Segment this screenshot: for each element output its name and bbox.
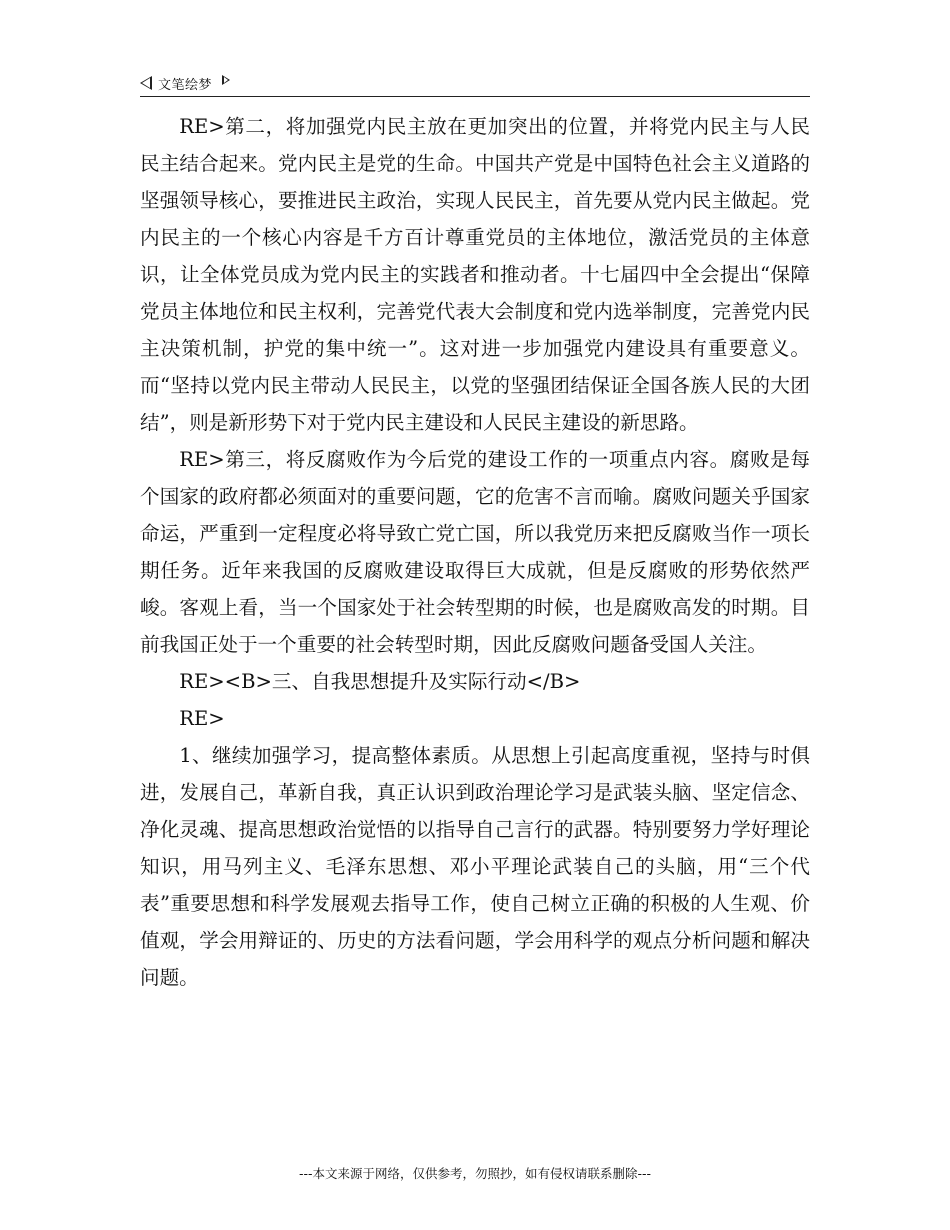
paragraph-second-point: RE>第二，将加强党内民主放在更加突出的位置，并将党内民主与人民民主结合起来。党内民主是党的生命。中国共产党是中国特色社会主义道路的坚强领导核心，要推进民主政治，实现人民民主，首先要从党内民主做起。党内民主的一个核心内容是千方百计尊重党员的主体地位，激活党员的主体意识，让全体党员成为党内民主的实践者和推动者。十七届四中全会提出“保障党员主体地位和民主权利，完善党代表大会制度和党内选举制度，完善党内民主决策机制，护党的集中统一”。这对进一步加强党内建设具有重要意义。而“坚持以党内民主带动人民民主，以党的坚强团结保证全国各族人民的大团结”，则是新形势下对于党内民主建设和人民民主建设的新思路。: [140, 115, 810, 434]
page-header: [140, 70, 810, 97]
left-triangle-icon: [140, 76, 152, 90]
right-triangle-icon: [222, 75, 230, 85]
paragraph-marker: RE>: [179, 707, 225, 730]
paragraph-third-point: RE>第三，将反腐败作为今后党的建设工作的一项重点内容。腐败是每个国家的政府都必须面对的重要问题，它的危害不言而喻。腐败问题关乎国家命运，严重到一定程度必将导致亡党亡国，所以我党历来把反腐败当作一项长期任务。近年来我国的反腐败建设取得巨大成就，但是反腐败的形势依然严峻。客观上看，当一个国家处于社会转型期的时候，也是腐败高发的时期。目前我国正处于一个重要的社会转型时期，因此反腐败问题备受国人关注。: [140, 448, 810, 656]
page-footer-notice: ---本文来源于网络，仅供参考，勿照抄，如有侵权请联系删除---: [298, 1166, 652, 1181]
header-title: 文笔绘梦: [158, 77, 213, 93]
header-brand: [140, 73, 230, 93]
document-body: [140, 108, 810, 996]
section-heading: RE><B>三、自我思想提升及实际行动</B>: [179, 670, 581, 693]
paragraph-study: 1、继续加强学习，提高整体素质。从思想上引起高度重视，坚持与时俱进，发展自己，革新自我，真正认识到政治理论学习是武装头脑、坚定信念、净化灵魂、提高思想政治觉悟的以指导自己言行的武器。特别要努力学好理论知识，用马列主义、毛泽东思想、邓小平理论武装自己的头脑，用“三个代表”重要思想和科学发展观去指导工作，使自己树立正确的积极的人生观、价值观，学会用辩证的、历史的方法看问题，学会用科学的观点分析问题和解决问题。: [140, 744, 810, 989]
